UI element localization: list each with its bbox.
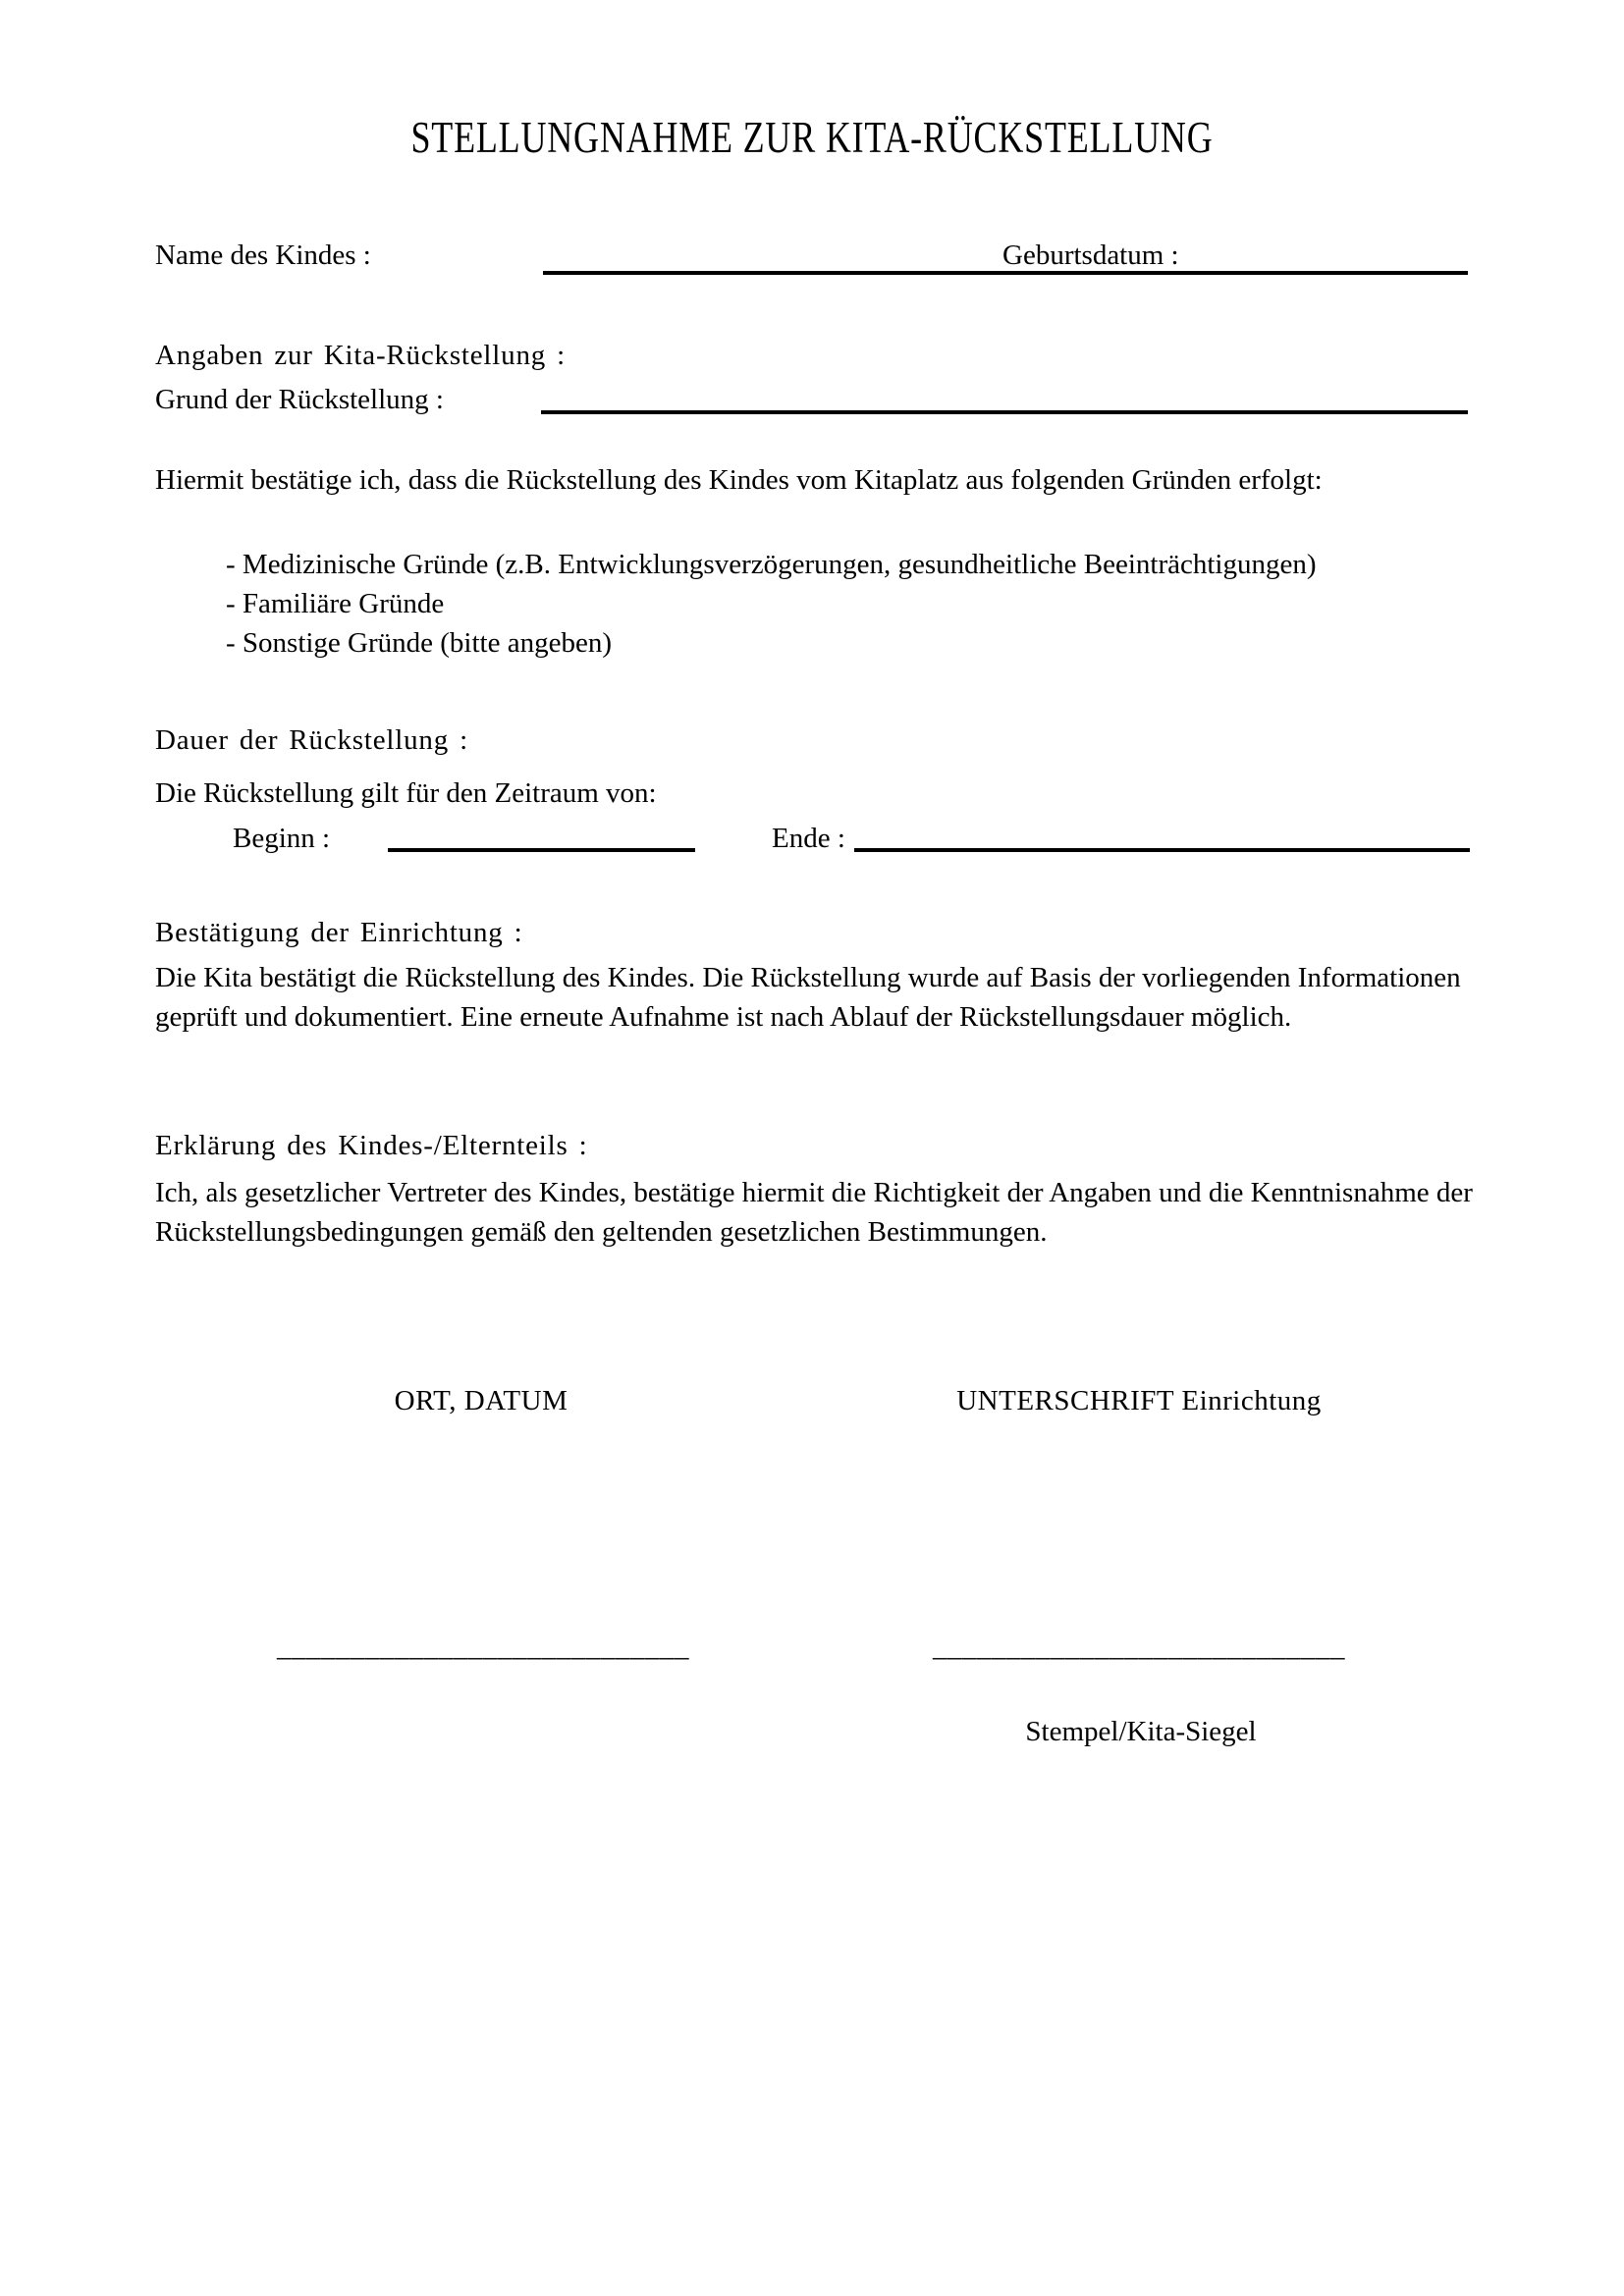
name-field-label: Name des Kindes : xyxy=(155,240,371,271)
stamp-label: Stempel/Kita-Siegel xyxy=(1025,1716,1257,1747)
end-field-label: Ende : xyxy=(772,823,845,854)
period-intro-text: Die Rückstellung gilt für den Zeitraum von: xyxy=(155,777,657,809)
section-heading-dauer: Dauer der Rückstellung : xyxy=(155,724,468,756)
reason-field-line[interactable] xyxy=(541,410,1468,414)
signature-line-left[interactable]: ____________________________ xyxy=(277,1631,689,1663)
declaration-text-line: Rückstellungsbedingungen gemäß den geltenden gesetzlichen Bestimmungen. xyxy=(155,1216,1048,1248)
reason-field-label: Grund der Rückstellung : xyxy=(155,384,444,415)
form-title: STELLUNGNAHME ZUR KITA-RÜCKSTELLUNG xyxy=(410,113,1214,162)
signature-line-right[interactable]: ____________________________ xyxy=(933,1631,1345,1663)
end-field-line[interactable] xyxy=(854,848,1470,852)
name-birthdate-field-line[interactable] xyxy=(543,271,1468,275)
intro-text: Hiermit bestätige ich, dass die Rückstellung des Kindes vom Kitaplatz aus folgenden Gründen erfolgt: xyxy=(155,464,1323,496)
section-heading-erklaerung: Erklärung des Kindes-/Elternteils : xyxy=(155,1130,588,1161)
section-heading-angaben: Angaben zur Kita-Rückstellung : xyxy=(155,340,566,371)
reason-list-item: - Sonstige Gründe (bitte angeben) xyxy=(226,627,613,659)
begin-field-label: Beginn : xyxy=(233,823,331,854)
birthdate-field-label: Geburtsdatum : xyxy=(1002,240,1179,271)
confirmation-text-line: Die Kita bestätigt die Rückstellung des Kindes. Die Rückstellung wurde auf Basis der vorliegenden Informationen xyxy=(155,962,1461,993)
begin-field-line[interactable] xyxy=(388,848,695,852)
declaration-text-line: Ich, als gesetzlicher Vertreter des Kindes, bestätige hiermit die Richtigkeit der Angaben und die Kenntnisnahme der xyxy=(155,1177,1473,1208)
place-date-label: ORT, DATUM xyxy=(394,1385,568,1416)
confirmation-text-line: geprüft und dokumentiert. Eine erneute Aufnahme ist nach Ablauf der Rückstellungsdauer möglich. xyxy=(155,1001,1292,1033)
signature-einrichtung-label: UNTERSCHRIFT Einrichtung xyxy=(956,1385,1322,1416)
section-heading-bestaetigung: Bestätigung der Einrichtung : xyxy=(155,917,523,948)
reason-list-item: - Familiäre Gründe xyxy=(226,588,445,619)
reason-list-item: - Medizinische Gründe (z.B. Entwicklungsverzögerungen, gesundheitliche Beeinträchtigungen) xyxy=(226,549,1317,580)
